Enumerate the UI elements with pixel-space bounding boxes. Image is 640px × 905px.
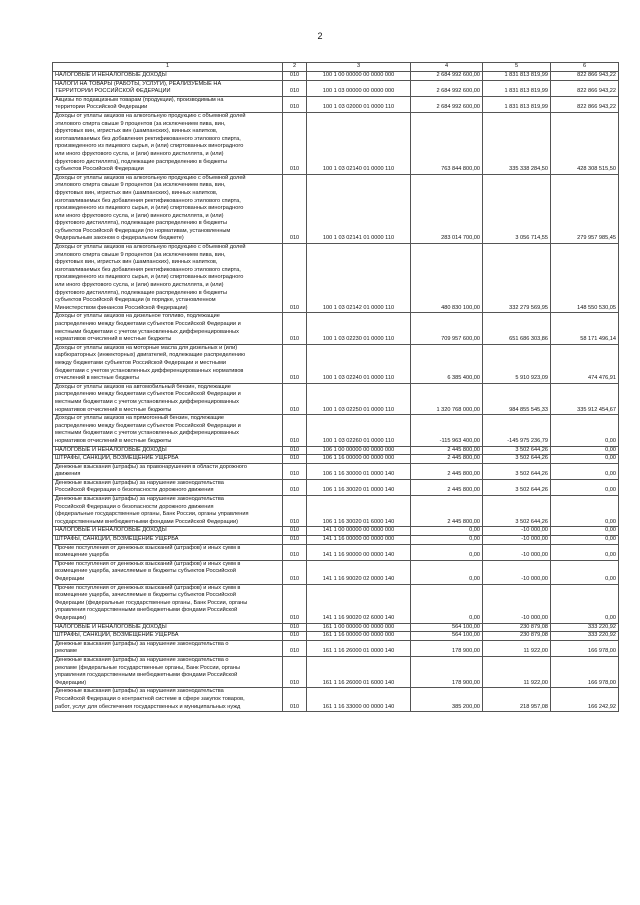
row-value-col5: 230 879,08	[483, 632, 551, 641]
row-value-col6: 428 308 515,50	[551, 112, 619, 174]
row-value-col6: 822 866 943,22	[551, 80, 619, 96]
row-name: Денежные взыскания (штрафы) за правонарушения в области дорожного движения	[53, 463, 283, 479]
column-header-2: 2	[283, 63, 307, 72]
row-value-col4: 0,00	[411, 527, 483, 536]
row-value-col6: 0,00	[551, 560, 619, 584]
row-value-col6: 333 220,92	[551, 632, 619, 641]
row-line-code: 010	[283, 479, 307, 495]
row-value-col6: 0,00	[551, 527, 619, 536]
row-name: Доходы от уплаты акцизов на автомобильный бензин, подлежащие распределению между бюджетами субъектов Российской Федерации и местными бюджетами с учетом установленных дифференцированных нормативов отчислений в местные бюджеты	[53, 383, 283, 414]
column-header-4: 4	[411, 63, 483, 72]
row-line-code: 010	[283, 446, 307, 455]
row-name: Прочие поступления от денежных взысканий (штрафов) и иных сумм в возмещение ущерба, зачисляемые в бюджеты субъектов Российской Федерации	[53, 560, 283, 584]
row-name: НАЛОГОВЫЕ И НЕНАЛОГОВЫЕ ДОХОДЫ	[53, 446, 283, 455]
row-name: Доходы от уплаты акцизов на моторные масла для дизельных и (или) карбюраторных (инжекторных) двигателей, подлежащие распределению между бюджетами субъектов Российской Федерации и местными бюджетами с учетом установленных дифференцированных нормативов отчислений в местные бюджеты	[53, 344, 283, 383]
table-row	[53, 455, 619, 464]
table-row	[53, 656, 619, 687]
row-line-code: 010	[283, 527, 307, 536]
row-value-col4: 0,00	[411, 536, 483, 545]
row-line-code: 010	[283, 584, 307, 623]
row-value-col6: 0,00	[551, 446, 619, 455]
row-line-code: 010	[283, 688, 307, 712]
row-name: ШТРАФЫ, САНКЦИИ, ВОЗМЕЩЕНИЕ УЩЕРБА	[53, 536, 283, 545]
row-value-col4: 385 200,00	[411, 688, 483, 712]
table-row	[53, 244, 619, 313]
table-row	[53, 584, 619, 623]
row-name: Прочие поступления от денежных взысканий (штрафов) и иных сумм в возмещение ущерба	[53, 544, 283, 560]
row-budget-code: 100 1 03 02230 01 0000 110	[307, 313, 411, 344]
row-value-col6: 58 171 496,14	[551, 313, 619, 344]
row-value-col4: 6 385 400,00	[411, 344, 483, 383]
row-value-col5: 335 338 284,50	[483, 112, 551, 174]
row-name: Денежные взыскания (штрафы) за нарушение законодательства Российской Федерации о безопасности дорожного движения (федеральные государственные органы, Банк России, органы управления государственными внебюджетными фондами Российской Федерации)	[53, 496, 283, 527]
row-line-code: 010	[283, 313, 307, 344]
row-name: Денежные взыскания (штрафы) за нарушение законодательства о рекламе	[53, 640, 283, 656]
row-budget-code: 106 1 16 30000 01 0000 140	[307, 463, 411, 479]
page-number: 2	[317, 31, 323, 41]
row-budget-code: 100 1 03 02000 01 0000 110	[307, 96, 411, 112]
row-value-col4: 480 830 100,00	[411, 244, 483, 313]
column-number-row	[53, 63, 619, 72]
row-value-col5: -10 000,00	[483, 584, 551, 623]
row-value-col5: -145 975 236,79	[483, 415, 551, 446]
row-value-col4: 0,00	[411, 560, 483, 584]
row-budget-code: 106 1 16 00000 00 0000 000	[307, 455, 411, 464]
row-value-col6: 822 866 943,22	[551, 96, 619, 112]
row-value-col4: 2 684 992 600,00	[411, 72, 483, 81]
row-value-col6: 474 476,91	[551, 344, 619, 383]
table-row	[53, 640, 619, 656]
row-line-code: 010	[283, 632, 307, 641]
row-value-col4: 1 320 768 000,00	[411, 383, 483, 414]
row-budget-code: 100 1 03 02240 01 0000 110	[307, 344, 411, 383]
row-name: Прочие поступления от денежных взысканий (штрафов) и иных сумм в возмещение ущерба, зачисляемые в бюджеты субъектов Российской Федерации (федеральные государственные органы, Банк России, органы управления государственными внебюджетными фондами Российской Федерации)	[53, 584, 283, 623]
row-name: Доходы от уплаты акцизов на алкогольную продукцию с объемной долей этилового спирта свыше 9 процентов (за исключением пива, вин, фруктовых вин, игристых вин (шампанских), винных напитков, изготавливаемых без добавления ректификованного этилового спирта, произведенного из пищевого сырья, и (или) спиртованных виноградного или иного фруктового сусла, и (или) винного дистиллята, и (или) фруктового дистиллята), подлежащие распределению в бюджеты субъектов Российской Федерации (по нормативам, установленным Федеральным законом о федеральном бюджете)	[53, 174, 283, 243]
row-value-col5: 3 502 644,26	[483, 446, 551, 455]
row-value-col5: 1 831 813 819,99	[483, 80, 551, 96]
table-row	[53, 446, 619, 455]
row-value-col5: 1 831 813 819,99	[483, 96, 551, 112]
row-budget-code: 161 1 16 33000 00 0000 140	[307, 688, 411, 712]
row-budget-code: 141 1 16 90020 02 0000 140	[307, 560, 411, 584]
row-value-col5: -10 000,00	[483, 527, 551, 536]
table-row	[53, 527, 619, 536]
row-line-code: 010	[283, 623, 307, 632]
row-value-col6: 0,00	[551, 415, 619, 446]
row-line-code: 010	[283, 463, 307, 479]
row-name: Доходы от уплаты акцизов на алкогольную продукцию с объемной долей этилового спирта свыше 9 процентов (за исключением пива, вин, фруктовых вин, игристых вин (шампанских), винных напитков, изготавливаемых без добавления ректификованного этилового спирта, произведенного из пищевого сырья, и (или) спиртованных виноградного или иного фруктового сусла, и (или) винного дистиллята, и (или) фруктового дистиллята), подлежащие распределению в бюджеты субъектов Российской Федерации	[53, 112, 283, 174]
row-value-col5: 230 879,08	[483, 623, 551, 632]
row-value-col6: 0,00	[551, 544, 619, 560]
row-name: Денежные взыскания (штрафы) за нарушение законодательства о рекламе (федеральные государственные органы, Банк России, органы управления государственными внебюджетными фондами Российской Федерации)	[53, 656, 283, 687]
table-row	[53, 112, 619, 174]
row-value-col5: 11 922,00	[483, 640, 551, 656]
row-value-col6: 335 912 454,67	[551, 383, 619, 414]
row-line-code: 010	[283, 174, 307, 243]
table-row	[53, 623, 619, 632]
row-value-col6: 0,00	[551, 463, 619, 479]
row-line-code: 010	[283, 344, 307, 383]
row-budget-code: 106 1 16 30020 01 6000 140	[307, 496, 411, 527]
row-value-col5: -10 000,00	[483, 560, 551, 584]
row-name: Доходы от уплаты акцизов на прямогонный бензин, подлежащие распределению между бюджетами субъектов Российской Федерации и местными бюджетами с учетом установленных дифференцированных нормативов отчислений в местные бюджеты	[53, 415, 283, 446]
row-value-col6: 166 978,00	[551, 656, 619, 687]
row-value-col4: 2 445 800,00	[411, 479, 483, 495]
row-budget-code: 106 1 16 30020 01 0000 140	[307, 479, 411, 495]
row-value-col6: 0,00	[551, 536, 619, 545]
row-budget-code: 100 1 03 02141 01 0000 110	[307, 174, 411, 243]
row-value-col4: 2 445 800,00	[411, 446, 483, 455]
row-value-col4: 709 957 600,00	[411, 313, 483, 344]
row-value-col5: -10 000,00	[483, 536, 551, 545]
row-value-col6: 822 866 943,22	[551, 72, 619, 81]
row-value-col6: 0,00	[551, 496, 619, 527]
row-name: Доходы от уплаты акцизов на дизельное топливо, подлежащие распределению между бюджетами субъектов Российской Федерации и местными бюджетами с учетом установленных дифференцированных нормативов отчислений в местные бюджеты	[53, 313, 283, 344]
row-value-col5: 3 502 644,26	[483, 496, 551, 527]
revenue-table	[52, 62, 619, 712]
row-value-col4: 2 445 800,00	[411, 496, 483, 527]
row-line-code: 010	[283, 640, 307, 656]
row-line-code: 010	[283, 656, 307, 687]
row-name: НАЛОГОВЫЕ И НЕНАЛОГОВЫЕ ДОХОДЫ	[53, 623, 283, 632]
column-header-6: 6	[551, 63, 619, 72]
row-budget-code: 100 1 03 02142 01 0000 110	[307, 244, 411, 313]
row-value-col4: 2 445 800,00	[411, 455, 483, 464]
row-budget-code: 161 1 16 00000 00 0000 000	[307, 632, 411, 641]
row-name: НАЛОГОВЫЕ И НЕНАЛОГОВЫЕ ДОХОДЫ	[53, 527, 283, 536]
row-budget-code: 141 1 16 90000 00 0000 140	[307, 544, 411, 560]
table-row	[53, 96, 619, 112]
row-value-col6: 0,00	[551, 479, 619, 495]
row-line-code: 010	[283, 112, 307, 174]
row-name: Доходы от уплаты акцизов на алкогольную продукцию с объемной долей этилового спирта свыше 9 процентов (за исключением пива, вин, фруктовых вин, игристых вин (шампанских), винных напитков, изготавливаемых без добавления ректификованного этилового спирта, произведенного из пищевого сырья, и (или) спиртованных виноградного или иного фруктового сусла, и (или) винного дистиллята, и (или) фруктового дистиллята), подлежащие распределению в бюджеты субъектов Российской Федерации (в порядке, установленном Министерством финансов Российской Федерации)	[53, 244, 283, 313]
row-value-col4: 763 844 800,00	[411, 112, 483, 174]
row-budget-code: 141 1 16 90020 02 6000 140	[307, 584, 411, 623]
row-name: Денежные взыскания (штрафы) за нарушения законодательства Российской Федерации о контрактной системе в сфере закупок товаров, работ, услуг для обеспечения государственных и муниципальных нужд	[53, 688, 283, 712]
row-value-col5: 11 922,00	[483, 656, 551, 687]
row-line-code: 010	[283, 496, 307, 527]
row-line-code: 010	[283, 72, 307, 81]
row-budget-code: 106 1 00 00000 00 0000 000	[307, 446, 411, 455]
row-line-code: 010	[283, 96, 307, 112]
column-header-1: 1	[53, 63, 283, 72]
table-row	[53, 415, 619, 446]
row-value-col4: 2 445 800,00	[411, 463, 483, 479]
table-row	[53, 72, 619, 81]
row-value-col6: 333 220,92	[551, 623, 619, 632]
row-name: ШТРАФЫ, САНКЦИИ, ВОЗМЕЩЕНИЕ УЩЕРБА	[53, 455, 283, 464]
row-value-col5: 3 056 714,55	[483, 174, 551, 243]
row-name: Денежные взыскания (штрафы) за нарушение законодательства Российской Федерации о безопасности дорожного движения	[53, 479, 283, 495]
row-budget-code: 100 1 03 02140 01 0000 110	[307, 112, 411, 174]
row-value-col6: 148 550 530,05	[551, 244, 619, 313]
table-row	[53, 174, 619, 243]
row-line-code: 010	[283, 415, 307, 446]
table-row	[53, 560, 619, 584]
row-value-col5: 3 502 644,26	[483, 479, 551, 495]
row-value-col5: -10 000,00	[483, 544, 551, 560]
row-line-code: 010	[283, 244, 307, 313]
table-row	[53, 536, 619, 545]
row-value-col6: 166 242,92	[551, 688, 619, 712]
row-value-col6: 0,00	[551, 584, 619, 623]
row-value-col5: 5 910 923,09	[483, 344, 551, 383]
row-name: ШТРАФЫ, САНКЦИИ, ВОЗМЕЩЕНИЕ УЩЕРБА	[53, 632, 283, 641]
table-row	[53, 688, 619, 712]
table-row	[53, 632, 619, 641]
row-budget-code: 100 1 03 02260 01 0000 110	[307, 415, 411, 446]
row-line-code: 010	[283, 80, 307, 96]
row-name: НАЛОГИ НА ТОВАРЫ (РАБОТЫ, УСЛУГИ), РЕАЛИЗУЕМЫЕ НА ТЕРРИТОРИИ РОССИЙСКОЙ ФЕДЕРАЦИИ	[53, 80, 283, 96]
row-value-col5: 3 502 644,26	[483, 455, 551, 464]
row-value-col4: 178 900,00	[411, 640, 483, 656]
row-line-code: 010	[283, 383, 307, 414]
row-budget-code: 100 1 03 00000 00 0000 000	[307, 80, 411, 96]
table-row	[53, 496, 619, 527]
table-row	[53, 80, 619, 96]
row-value-col4: 178 900,00	[411, 656, 483, 687]
row-value-col6: 166 978,00	[551, 640, 619, 656]
row-value-col5: 1 831 813 819,99	[483, 72, 551, 81]
row-value-col4: 0,00	[411, 584, 483, 623]
row-value-col4: 0,00	[411, 544, 483, 560]
row-line-code: 010	[283, 544, 307, 560]
row-budget-code: 161 1 00 00000 00 0000 000	[307, 623, 411, 632]
row-value-col5: 984 855 545,33	[483, 383, 551, 414]
row-budget-code: 100 1 00 00000 00 0000 000	[307, 72, 411, 81]
row-value-col6: 0,00	[551, 455, 619, 464]
column-header-5: 5	[483, 63, 551, 72]
row-name: НАЛОГОВЫЕ И НЕНАЛОГОВЫЕ ДОХОДЫ	[53, 72, 283, 81]
row-value-col5: 651 686 303,86	[483, 313, 551, 344]
row-value-col4: 2 684 992 600,00	[411, 80, 483, 96]
row-name: Акцизы по подакцизным товарам (продукции), производимым на территории Российской Федерации	[53, 96, 283, 112]
row-budget-code: 161 1 16 26000 01 6000 140	[307, 656, 411, 687]
row-value-col4: 564 100,00	[411, 623, 483, 632]
table-row	[53, 313, 619, 344]
row-line-code: 010	[283, 536, 307, 545]
table-row	[53, 344, 619, 383]
row-value-col4: 564 100,00	[411, 632, 483, 641]
row-value-col6: 279 957 985,45	[551, 174, 619, 243]
row-value-col5: 3 502 644,26	[483, 463, 551, 479]
row-value-col5: 218 957,08	[483, 688, 551, 712]
row-line-code: 010	[283, 455, 307, 464]
row-budget-code: 141 1 00 00000 00 0000 000	[307, 527, 411, 536]
row-value-col5: 332 279 569,95	[483, 244, 551, 313]
column-header-3: 3	[307, 63, 411, 72]
row-value-col4: -115 963 400,00	[411, 415, 483, 446]
row-budget-code: 161 1 16 26000 01 0000 140	[307, 640, 411, 656]
table-row	[53, 463, 619, 479]
row-line-code: 010	[283, 560, 307, 584]
table-row	[53, 544, 619, 560]
row-budget-code: 100 1 03 02250 01 0000 110	[307, 383, 411, 414]
table-row	[53, 383, 619, 414]
table-row	[53, 479, 619, 495]
row-value-col4: 2 684 992 600,00	[411, 96, 483, 112]
revenue-table-body	[53, 63, 619, 712]
row-value-col4: 283 014 700,00	[411, 174, 483, 243]
row-budget-code: 141 1 16 00000 00 0000 000	[307, 536, 411, 545]
